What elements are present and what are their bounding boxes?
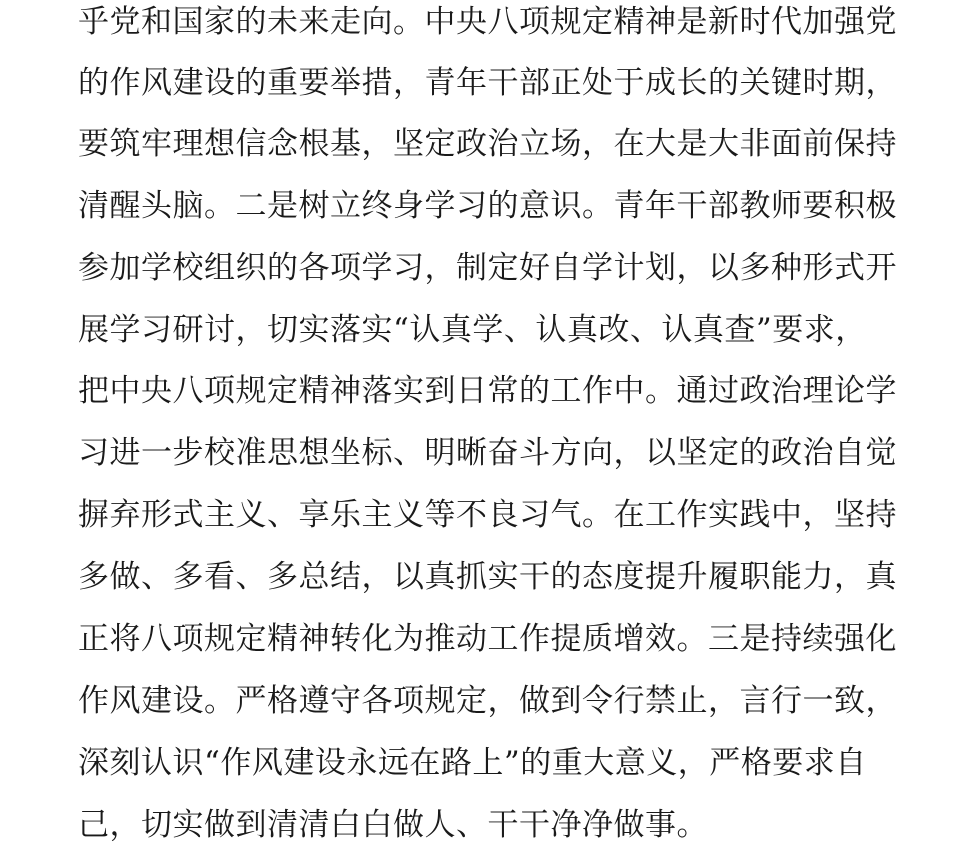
text-line-8: 习进一步校准思想坐标、明晰奋斗方向，以坚定的政治自觉 (78, 435, 897, 471)
text-line-14: 己，切实做到清清白白做人、干干净净做事。 (78, 807, 708, 843)
text-line-7: 把中央八项规定精神落实到日常的工作中。通过政治理论学 (78, 373, 897, 409)
text-line-12: 作风建设。严格遵守各项规定，做到令行禁止，言行一致， (78, 683, 897, 719)
text-line-1: 乎党和国家的未来走向。中央八项规定精神是新时代加强党 (78, 4, 897, 40)
text-line-4: 清醒头脑。二是树立终身学习的意识。青年干部教师要积极 (78, 188, 897, 224)
text-line-10: 多做、多看、多总结，以真抓实干的态度提升履职能力，真 (78, 559, 897, 595)
text-line-13: 深刻认识“作风建设永远在路上”的重大意义，严格要求自 (78, 745, 867, 781)
text-line-9: 摒弃形式主义、享乐主义等不良习气。在工作实践中，坚持 (78, 497, 897, 533)
text-line-3: 要筑牢理想信念根基，坚定政治立场，在大是大非面前保持 (78, 126, 897, 162)
text-line-6: 展学习研讨，切实落实“认真学、认真改、认真查”要求， (78, 312, 867, 348)
text-line-5: 参加学校组织的各项学习，制定好自学计划，以多种形式开 (78, 250, 897, 286)
text-line-2: 的作风建设的重要举措，青年干部正处于成长的关键时期， (78, 65, 897, 101)
text-line-11: 正将八项规定精神转化为推动工作提质增效。三是持续强化 (78, 621, 897, 657)
